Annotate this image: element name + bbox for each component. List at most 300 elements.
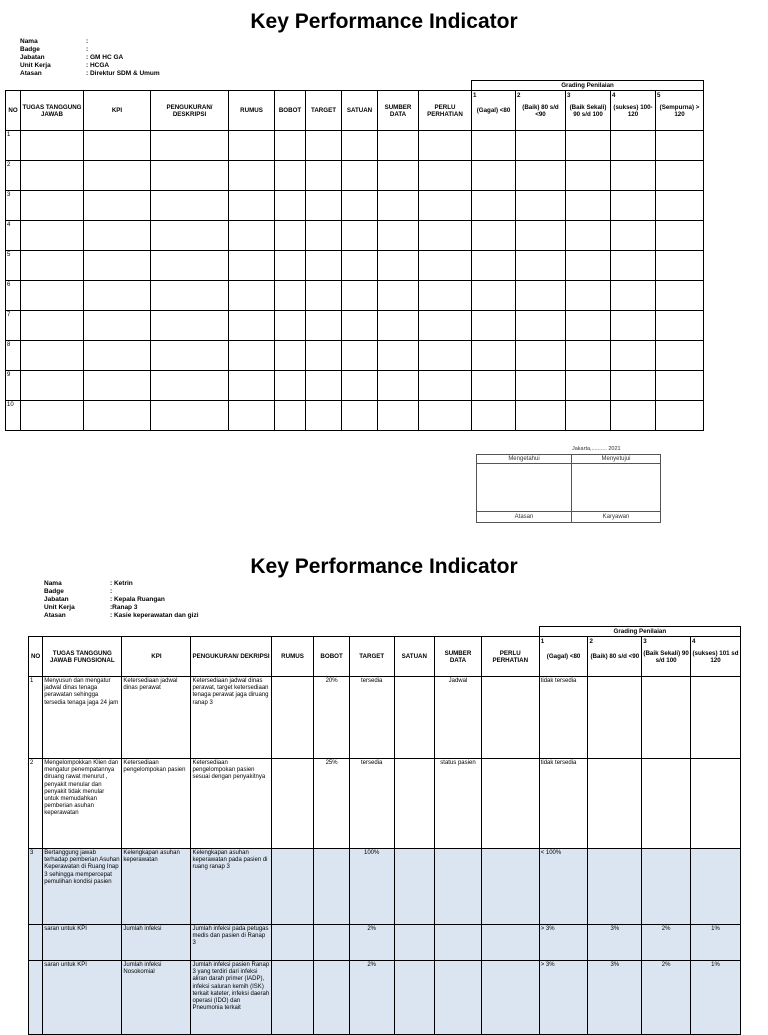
cell-ukur: Ketersediaan pengelompokan pasien sesuai dengan penyakitnya xyxy=(191,759,271,849)
table-row xyxy=(6,311,704,341)
column-header: PERLU PERHATIAN xyxy=(481,637,539,677)
column-header: SUMBER DATA xyxy=(435,637,482,677)
menyetujui-label: Menyetujui xyxy=(572,455,661,464)
column-header: SUMBER DATA xyxy=(378,91,419,131)
cell-g3 xyxy=(642,849,691,925)
table-cell xyxy=(611,131,656,161)
table-cell xyxy=(516,221,566,251)
table-cell xyxy=(306,281,342,311)
employee-info-1 xyxy=(20,38,160,78)
table-cell xyxy=(21,341,84,371)
grade-label: (Gagal) <80 xyxy=(476,107,511,114)
table-cell xyxy=(611,401,656,431)
table-cell xyxy=(306,251,342,281)
column-header: NO xyxy=(29,637,43,677)
table-cell xyxy=(378,161,419,191)
table-cell xyxy=(306,371,342,401)
info-value: : Kepala Ruangan xyxy=(110,596,165,603)
info-value: : Direktur SDM & Umum xyxy=(86,70,160,77)
table-cell xyxy=(566,311,611,341)
table-cell xyxy=(378,341,419,371)
table-cell xyxy=(306,131,342,161)
table-cell xyxy=(516,161,566,191)
info-row xyxy=(20,62,160,70)
table-cell xyxy=(275,221,306,251)
atasan-label: Atasan xyxy=(477,512,572,523)
table-cell xyxy=(656,131,704,161)
cell-g3 xyxy=(642,759,691,849)
table-cell xyxy=(656,161,704,191)
column-header: TUGAS TANGGUNG JAWAB FUNGSIONAL xyxy=(43,637,122,677)
table-cell xyxy=(84,131,151,161)
table-cell xyxy=(229,131,275,161)
table-row xyxy=(29,925,741,961)
cell-g2 xyxy=(588,677,642,759)
table-cell xyxy=(566,371,611,401)
cell-g4 xyxy=(690,759,740,849)
cell-g1: < 100% xyxy=(539,849,588,925)
table-cell xyxy=(21,161,84,191)
table-cell xyxy=(21,221,84,251)
table-cell xyxy=(516,131,566,161)
info-row xyxy=(44,612,199,620)
row-number: 4 xyxy=(6,221,21,251)
table-cell xyxy=(566,341,611,371)
table-cell xyxy=(566,401,611,431)
signature-table xyxy=(476,454,661,523)
table-cell xyxy=(472,161,516,191)
column-header: RUMUS xyxy=(271,637,314,677)
table-cell xyxy=(275,311,306,341)
table-cell xyxy=(611,281,656,311)
info-label: Badge xyxy=(44,588,64,595)
info-label: Jabatan xyxy=(44,596,69,603)
table-cell xyxy=(21,251,84,281)
table-row xyxy=(6,131,704,161)
cell-rumus xyxy=(271,925,314,961)
row-number: 3 xyxy=(6,191,21,221)
grade-header xyxy=(516,91,566,131)
cell-perlu xyxy=(481,759,539,849)
table-cell xyxy=(378,401,419,431)
cell-g3: 2% xyxy=(642,925,691,961)
column-header: TARGET xyxy=(306,91,342,131)
table-cell xyxy=(84,221,151,251)
table-cell xyxy=(472,311,516,341)
table-cell xyxy=(566,221,611,251)
table-cell xyxy=(566,251,611,281)
table-cell xyxy=(151,341,229,371)
table-cell xyxy=(229,311,275,341)
table-cell xyxy=(419,131,472,161)
info-row xyxy=(44,596,199,604)
table-cell xyxy=(419,311,472,341)
grade-label: (Sempurna) > 120 xyxy=(659,103,700,118)
row-number: 9 xyxy=(6,371,21,401)
cell-perlu xyxy=(481,961,539,1035)
column-header: RUMUS xyxy=(229,91,275,131)
info-value: : Kasie keperawatan dan gizi xyxy=(110,612,199,619)
page-title-1: Key Performance Indicator xyxy=(250,10,518,33)
cell-perlu xyxy=(481,849,539,925)
table-cell xyxy=(656,401,704,431)
table-cell xyxy=(275,371,306,401)
cell-perlu xyxy=(481,925,539,961)
table-cell xyxy=(419,371,472,401)
table-cell xyxy=(611,221,656,251)
column-header: TUGAS TANGGUNG JAWAB xyxy=(21,91,84,131)
grade-label: (Baik Sekali) 90 s/d 100 xyxy=(569,103,607,118)
table-cell xyxy=(306,221,342,251)
table-row xyxy=(29,961,741,1035)
table-cell xyxy=(656,371,704,401)
table-cell xyxy=(229,281,275,311)
table-cell xyxy=(21,281,84,311)
table-cell xyxy=(611,161,656,191)
table-cell xyxy=(342,251,378,281)
karyawan-label: Karyawan xyxy=(572,512,661,523)
cell-target: tersedia xyxy=(349,759,394,849)
info-label: Badge xyxy=(20,46,40,53)
grade-number: 2 xyxy=(589,638,593,645)
table-cell xyxy=(516,401,566,431)
table-cell xyxy=(342,371,378,401)
table-cell xyxy=(342,311,378,341)
table-cell xyxy=(229,341,275,371)
cell-rumus xyxy=(271,849,314,925)
table-cell xyxy=(342,191,378,221)
grade-number: 4 xyxy=(612,92,616,99)
cell-g4 xyxy=(690,677,740,759)
table-cell xyxy=(275,401,306,431)
table-cell xyxy=(516,191,566,221)
table-cell xyxy=(275,131,306,161)
table-cell xyxy=(21,401,84,431)
cell-no xyxy=(29,925,43,961)
table-cell xyxy=(419,251,472,281)
table-cell xyxy=(306,401,342,431)
table-cell xyxy=(275,161,306,191)
cell-ukur: Jumlah infeksi pasien Ranap 3 yang terdiri dari infeksi aliran darah primer (IADP), infeksi saluran kemih (ISK) terkait kateter, infeksi daerah operasi (IDO) dan Pneumonia terkait xyxy=(191,961,271,1035)
table-cell xyxy=(229,191,275,221)
grade-label: (sukses) 101 sd 120 xyxy=(692,649,739,664)
table-cell xyxy=(472,371,516,401)
table-cell xyxy=(342,221,378,251)
table-cell xyxy=(84,191,151,221)
table-cell xyxy=(419,401,472,431)
info-value: : xyxy=(110,588,113,595)
info-label: Unit Kerja xyxy=(20,62,51,69)
table-cell xyxy=(84,311,151,341)
info-label: Atasan xyxy=(20,70,42,77)
table-cell xyxy=(229,371,275,401)
info-label: Jabatan xyxy=(20,54,45,61)
info-row xyxy=(44,604,199,612)
cell-g3 xyxy=(642,677,691,759)
kpi-table-2 xyxy=(28,626,741,1035)
column-header: PENGUKURAN/ DESKRIPSI xyxy=(151,91,229,131)
row-number: 6 xyxy=(6,281,21,311)
table-cell xyxy=(472,341,516,371)
column-header: TARGET xyxy=(349,637,394,677)
cell-target: 2% xyxy=(349,925,394,961)
grade-header xyxy=(656,91,704,131)
table-cell xyxy=(378,371,419,401)
table-cell xyxy=(611,191,656,221)
table-cell xyxy=(419,191,472,221)
table-cell xyxy=(656,311,704,341)
table-cell xyxy=(611,341,656,371)
cell-kpi: Jumlah infeksi xyxy=(122,925,191,961)
info-row xyxy=(20,46,160,54)
grade-label: (Baik) 80 s/d <90 xyxy=(522,103,559,118)
page-title-2: Key Performance Indicator xyxy=(250,555,518,578)
cell-no xyxy=(29,961,43,1035)
table-cell xyxy=(566,281,611,311)
table-cell xyxy=(419,281,472,311)
table-cell xyxy=(84,371,151,401)
column-header: KPI xyxy=(122,637,191,677)
table-cell xyxy=(84,251,151,281)
table-cell xyxy=(84,281,151,311)
signature-box-atasan xyxy=(477,464,572,512)
cell-bobot: 25% xyxy=(314,759,350,849)
cell-perlu xyxy=(481,677,539,759)
info-row xyxy=(20,38,160,46)
table-row xyxy=(6,371,704,401)
info-row xyxy=(44,580,199,588)
column-header: PERLU PERHATIAN xyxy=(419,91,472,131)
cell-rumus xyxy=(271,961,314,1035)
cell-kpi: Ketersediaan jadwal dinas perawat xyxy=(122,677,191,759)
table-cell xyxy=(84,161,151,191)
table-cell xyxy=(566,131,611,161)
table-cell xyxy=(378,251,419,281)
table-cell xyxy=(611,311,656,341)
info-label: Nama xyxy=(44,580,62,587)
grade-number: 1 xyxy=(473,92,477,99)
table-cell xyxy=(21,311,84,341)
cell-sumber: Jadwal xyxy=(435,677,482,759)
cell-sumber xyxy=(435,961,482,1035)
info-row xyxy=(44,588,199,596)
grade-header xyxy=(611,91,656,131)
employee-info-2 xyxy=(44,580,199,620)
cell-kpi: Jumlah infeksi Nosokomial xyxy=(122,961,191,1035)
column-header: BOBOT xyxy=(275,91,306,131)
column-header: NO xyxy=(6,91,21,131)
table-cell xyxy=(516,251,566,281)
cell-satuan xyxy=(394,925,435,961)
table-cell xyxy=(516,311,566,341)
table-cell xyxy=(472,281,516,311)
grade-number: 3 xyxy=(567,92,571,99)
table-row xyxy=(6,191,704,221)
table-cell xyxy=(656,281,704,311)
cell-sumber xyxy=(435,849,482,925)
cell-ukur: Jumlah infeksi pada petugas medis dan pasien di Ranap 3 xyxy=(191,925,271,961)
cell-g4: 1% xyxy=(690,961,740,1035)
cell-target: tersedia xyxy=(349,677,394,759)
cell-g1: tidak tersedia xyxy=(539,677,588,759)
table-row xyxy=(29,849,741,925)
cell-no: 2 xyxy=(29,759,43,849)
grading-title-2: Grading Penilaian xyxy=(539,627,740,637)
table-cell xyxy=(306,341,342,371)
row-number: 10 xyxy=(6,401,21,431)
column-header: PENGUKURAN/ DEKRIPSI xyxy=(191,637,271,677)
grade-label: (sukses) 100-120 xyxy=(613,103,653,118)
grade-label: (Baik Sekali) 90 s/d 100 xyxy=(643,649,689,664)
kpi-table-1 xyxy=(5,80,704,431)
table-cell xyxy=(151,401,229,431)
mengetahui-label: Mengetahui xyxy=(477,455,572,464)
table-cell xyxy=(306,191,342,221)
cell-satuan xyxy=(394,677,435,759)
table-cell xyxy=(306,161,342,191)
grade-number: 4 xyxy=(691,638,696,645)
cell-bobot xyxy=(314,849,350,925)
grade-header xyxy=(472,91,516,131)
table-cell xyxy=(378,221,419,251)
grade-header xyxy=(566,91,611,131)
table-cell xyxy=(516,371,566,401)
table-row xyxy=(6,341,704,371)
table-cell xyxy=(151,191,229,221)
table-cell xyxy=(151,311,229,341)
grade-header xyxy=(588,637,642,677)
cell-tugas: saran untuk KPI xyxy=(43,961,122,1035)
cell-sumber xyxy=(435,925,482,961)
cell-g2 xyxy=(588,849,642,925)
table-cell xyxy=(656,221,704,251)
table-cell xyxy=(229,401,275,431)
grade-header xyxy=(690,637,740,677)
cell-kpi: Kelengkapan asuhan keperawatan xyxy=(122,849,191,925)
row-number: 7 xyxy=(6,311,21,341)
table-row xyxy=(29,677,741,759)
cell-bobot: 20% xyxy=(314,677,350,759)
table-cell xyxy=(151,371,229,401)
table-cell xyxy=(229,221,275,251)
grade-header xyxy=(539,637,588,677)
info-label: Nama xyxy=(20,38,38,45)
table-cell xyxy=(275,251,306,281)
cell-ukur: Kelengkapan asuhan keperawatan pada pasien di ruang ranap 3 xyxy=(191,849,271,925)
table-cell xyxy=(419,221,472,251)
table-cell xyxy=(378,281,419,311)
grade-label: (Baik) 80 s/d <90 xyxy=(590,653,640,660)
cell-satuan xyxy=(394,759,435,849)
grade-header xyxy=(642,637,691,677)
table-cell xyxy=(419,161,472,191)
table-cell xyxy=(342,131,378,161)
table-cell xyxy=(472,401,516,431)
info-value: : xyxy=(86,46,89,53)
grading-title-1: Grading Penilaian xyxy=(472,81,704,91)
table-cell xyxy=(342,281,378,311)
grade-label: (Gagal) <80 xyxy=(546,653,581,660)
table-cell xyxy=(419,341,472,371)
table-cell xyxy=(84,401,151,431)
table-cell xyxy=(566,161,611,191)
info-row xyxy=(20,70,160,78)
table-row xyxy=(6,251,704,281)
cell-satuan xyxy=(394,849,435,925)
cell-g1: tidak tersedia xyxy=(539,759,588,849)
cell-tugas: Bertanggung jawab terhadap pemberian Asuhan Keperawatan di Ruang Inap 3 sehingga mempercepat pemulihan kondisi pasien xyxy=(43,849,122,925)
cell-tugas: Mengelompokkan Klien dan mengatur penempatannya diruang rawat menurut , penyakit menular dan penyakit tidak menular untuk memudahkan pemberian asuhan keperawatan xyxy=(43,759,122,849)
table-cell xyxy=(151,281,229,311)
table-row xyxy=(6,221,704,251)
cell-g1: > 3% xyxy=(539,925,588,961)
cell-target: 2% xyxy=(349,961,394,1035)
table-cell xyxy=(516,341,566,371)
cell-tugas: saran untuk KPI xyxy=(43,925,122,961)
table-cell xyxy=(342,161,378,191)
info-label: Atasan xyxy=(44,612,66,619)
table-row xyxy=(6,161,704,191)
cell-g3: 2% xyxy=(642,961,691,1035)
table-cell xyxy=(378,131,419,161)
grade-number: 3 xyxy=(643,638,647,645)
cell-no: 3 xyxy=(29,849,43,925)
grade-number: 5 xyxy=(657,92,661,99)
grade-number: 2 xyxy=(517,92,521,99)
cell-g2 xyxy=(588,759,642,849)
table-cell xyxy=(306,311,342,341)
cell-tugas: Menyusun dan mengatur jadwal dinas tenaga perawatan sehingga tersedia tenaga jaga 24 jam xyxy=(43,677,122,759)
table-cell xyxy=(611,251,656,281)
table-cell xyxy=(342,401,378,431)
table-cell xyxy=(472,191,516,221)
table-cell xyxy=(342,341,378,371)
info-value: : HCGA xyxy=(86,62,110,69)
column-header: BOBOT xyxy=(314,637,350,677)
table-cell xyxy=(275,191,306,221)
table-cell xyxy=(151,251,229,281)
info-value: : GM HC GA xyxy=(86,54,124,61)
cell-bobot xyxy=(314,961,350,1035)
info-value: :Ranap 3 xyxy=(110,604,138,611)
table-row xyxy=(6,401,704,431)
cell-ukur: Ketersediaan jadwal dinas perawat, target ketersediaan tenaga perawat jaga diruang ranap 3 xyxy=(191,677,271,759)
cell-rumus xyxy=(271,759,314,849)
grade-number: 1 xyxy=(540,638,545,645)
table-cell xyxy=(378,191,419,221)
table-cell xyxy=(21,371,84,401)
table-cell xyxy=(656,251,704,281)
table-cell xyxy=(151,221,229,251)
column-header: KPI xyxy=(84,91,151,131)
table-cell xyxy=(611,371,656,401)
row-number: 8 xyxy=(6,341,21,371)
cell-sumber: status pasien xyxy=(435,759,482,849)
row-number: 2 xyxy=(6,161,21,191)
cell-g2: 3% xyxy=(588,925,642,961)
table-cell xyxy=(21,131,84,161)
table-cell xyxy=(84,341,151,371)
table-cell xyxy=(472,221,516,251)
column-header: SATUAN xyxy=(342,91,378,131)
column-header: SATUAN xyxy=(394,637,435,677)
cell-bobot xyxy=(314,925,350,961)
table-row xyxy=(29,759,741,849)
table-cell xyxy=(472,131,516,161)
table-cell xyxy=(516,281,566,311)
table-cell xyxy=(275,341,306,371)
table-cell xyxy=(472,251,516,281)
